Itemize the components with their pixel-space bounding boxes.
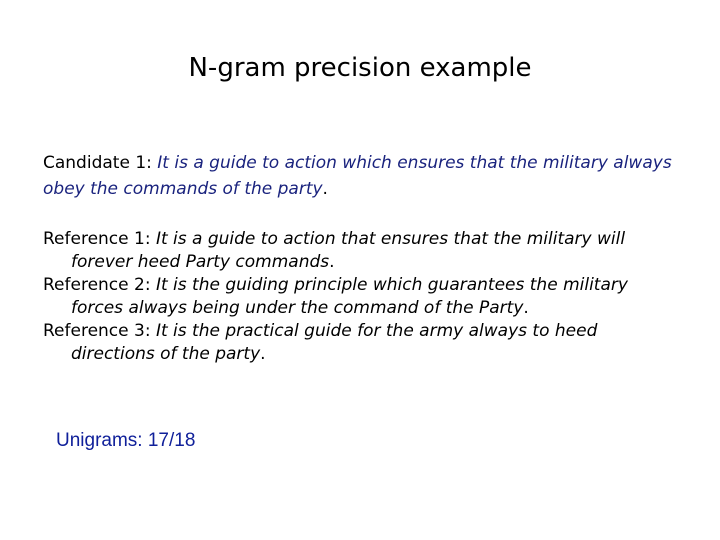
reference-3 — [43, 320, 683, 366]
reference-text: It is a guide to action that ensures that the military will forever heed Party commands — [71, 229, 626, 272]
candidate-period: . — [322, 179, 328, 199]
candidate-text: It is a guide to action which ensures that the military always obey the commands of the party — [43, 153, 672, 199]
reference-label: Reference 1: — [43, 229, 156, 249]
reference-text: It is the practical guide for the army always to heed directions of the party — [71, 321, 598, 364]
reference-period: . — [523, 298, 529, 318]
unigram-precision-result: Unigrams: 17/18 — [56, 430, 196, 451]
reference-label: Reference 2: — [43, 275, 156, 295]
reference-1 — [43, 228, 683, 274]
slide-title: N-gram precision example — [188, 53, 532, 83]
candidate-sentence — [43, 150, 683, 202]
reference-label: Reference 3: — [43, 321, 156, 341]
candidate-label: Candidate 1: — [43, 153, 158, 173]
reference-period: . — [329, 252, 335, 272]
reference-period: . — [260, 344, 266, 364]
reference-2 — [43, 274, 683, 320]
references-list — [43, 228, 683, 366]
reference-text: It is the guiding principle which guarantees the military forces always being under the command of the Party — [71, 275, 628, 318]
